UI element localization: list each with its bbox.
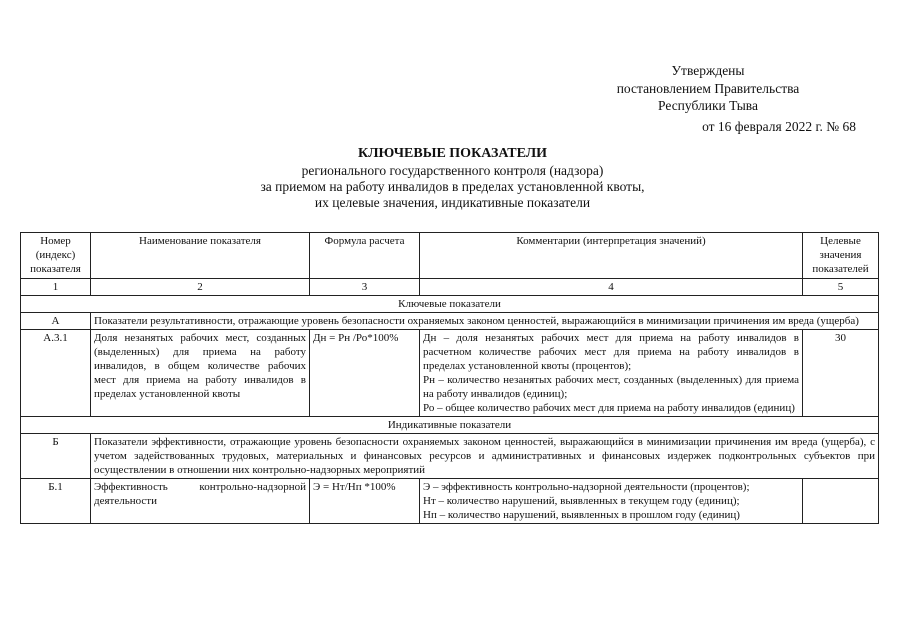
col-number-cell: 1 [21, 279, 91, 296]
group-code: Б [21, 434, 91, 479]
indicator-comments [420, 330, 803, 417]
section-row-indicative [21, 417, 879, 434]
comment-line: Рн – количество незанятых рабочих мест, созданных (выделенных) для приема на работу инвалидов (единиц); [423, 374, 799, 400]
comment-line: Нт – количество нарушений, выявленных в текущем году (единиц); [423, 495, 740, 507]
indicator-code: Б.1 [21, 479, 91, 524]
comment-line: Нп – количество нарушений, выявленных в прошлом году (единиц) [423, 509, 740, 521]
column-number-row [21, 279, 879, 296]
indicator-row-b1 [21, 479, 879, 524]
header-number: Номер (индекс) показателя [21, 233, 91, 279]
subtitle-line-1: регионального государственного контроля (надзора) [301, 163, 604, 178]
indicator-formula: Дн = Рн /Ро*100% [310, 330, 420, 417]
approval-date: от 16 февраля 2022 г. № 68 [702, 118, 856, 134]
section-row-key [21, 296, 879, 313]
approval-line-approved: Утверждены [671, 63, 745, 78]
comment-line: Э – эффективность контрольно-надзорной деятельности (процентов); [423, 481, 750, 493]
indicator-comments [420, 479, 803, 524]
comment-line: Дн – доля незанятых рабочих мест для приема на работу инвалидов в расчетном количестве рабочих мест для приема на работу инвалидов в пределах установленной квоты (процентов); [423, 332, 799, 372]
indicator-target: 30 [803, 330, 879, 417]
subtitle-line-3: их целевые значения, индикативные показатели [314, 195, 591, 210]
group-row-b [21, 434, 879, 479]
header-name: Наименование показателя [91, 233, 310, 279]
col-number-cell: 3 [310, 279, 420, 296]
indicator-target [803, 479, 879, 524]
indicator-code: А.3.1 [21, 330, 91, 417]
header-comments: Комментарии (интерпретация значений) [420, 233, 803, 279]
document-title [0, 146, 905, 211]
approval-line-republic: Республики Тыва [658, 98, 758, 113]
table-header-row [21, 233, 879, 279]
indicators-table [20, 232, 879, 524]
header-formula: Формула расчета [310, 233, 420, 279]
group-description: Показатели результативности, отражающие уровень безопасности охраняемых законом ценностей, выражающийся в минимизации причинения им вреда (ущерба) [91, 313, 879, 330]
group-row-a [21, 313, 879, 330]
group-code: А [21, 313, 91, 330]
col-number-cell: 2 [91, 279, 310, 296]
approval-line-decree: постановлением Правительства [616, 80, 800, 96]
header-target: Целевые значения показателей [803, 233, 879, 279]
indicator-name: Эффективность контрольно-надзорной деятельности [91, 479, 310, 524]
comment-line: Ро – общее количество рабочих мест для приема на работу инвалидов (единиц) [423, 402, 795, 414]
main-title: КЛЮЧЕВЫЕ ПОКАЗАТЕЛИ [357, 146, 548, 161]
indicator-name: Доля незанятых рабочих мест, созданных (выделенных) для приема на работу инвалидов, в общем количестве рабочих мест для приема на работу инвалидов в пределах установленной квоты [91, 330, 310, 417]
section-title-indicative: Индикативные показатели [21, 417, 879, 434]
indicator-row-a31 [21, 330, 879, 417]
indicator-formula: Э = Нт/Нп *100% [310, 479, 420, 524]
col-number-cell: 4 [420, 279, 803, 296]
subtitle-line-2: за приемом на работу инвалидов в пределах установленной квоты, [260, 179, 645, 194]
approval-stamp [560, 62, 856, 135]
group-description: Показатели эффективности, отражающие уровень безопасности охраняемых законом ценностей, выражающийся в минимизации причинения им вреда (ущерба), с учетом задействованных трудовых, материальных и финансовых ресурсов и административных и финансовых издержек подконтрольных субъектов при осуществлении в отношении них контрольно-надзорных мероприятий [91, 434, 879, 479]
section-title-key: Ключевые показатели [21, 296, 879, 313]
col-number-cell: 5 [803, 279, 879, 296]
